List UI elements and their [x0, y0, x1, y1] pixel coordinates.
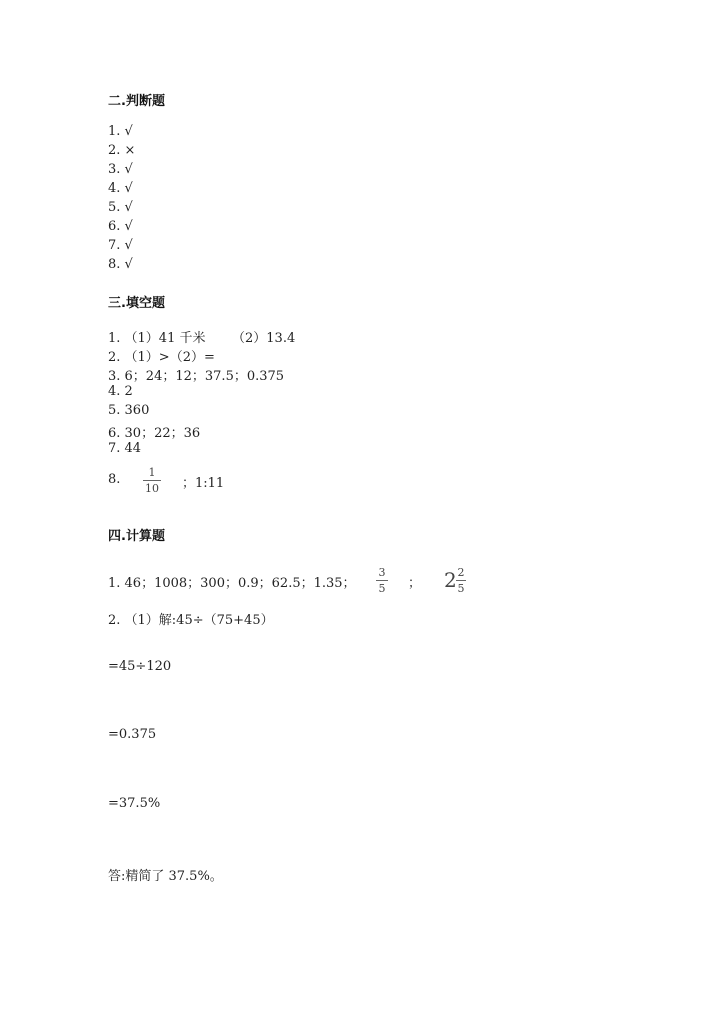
fill-item-3: 3. 6；24；12；37.5；0.375 — [108, 369, 285, 384]
fraction-denominator: 5 — [378, 582, 386, 595]
calc-item-2-line-1: 2. （1）解:45÷（75+45） — [108, 613, 274, 628]
judge-item-7: 7. √ — [108, 238, 133, 253]
mixed-number-fraction — [456, 567, 466, 594]
fraction-numerator: 2 — [457, 566, 465, 579]
section-title-judge: 二.判断题 — [108, 94, 165, 109]
judge-item-6: 6. √ — [108, 219, 133, 234]
fill-item-4: 4. 2 — [108, 384, 133, 399]
fraction-bar — [376, 580, 388, 581]
judge-item-4: 4. √ — [108, 181, 133, 196]
section-title-calc: 四.计算题 — [108, 529, 165, 544]
judge-item-2: 2. × — [108, 143, 136, 158]
fraction-bar — [143, 480, 161, 481]
calc-item-2-line-2: =45÷120 — [108, 659, 172, 674]
fill-item-5: 5. 360 — [108, 403, 150, 418]
calc-item-1-separator: ； — [408, 576, 422, 591]
mixed-number-whole: 2 — [444, 568, 457, 592]
fill-item-1b: （2）13.4 — [232, 331, 296, 346]
fill-item-2: 2. （1）>（2）= — [108, 350, 215, 365]
fraction-numerator: 3 — [378, 566, 386, 579]
calc-item-1-text: 1. 46；1008；300；0.9；62.5；1.35； — [108, 576, 356, 591]
judge-item-3: 3. √ — [108, 162, 133, 177]
fraction-denominator: 5 — [457, 582, 465, 595]
calc-answer: 答:精简了 37.5%。 — [108, 869, 223, 884]
fraction-numerator: 1 — [148, 466, 156, 479]
fill-item-1a: 1. （1）41 千米 — [108, 331, 206, 346]
section-title-fill: 三.填空题 — [108, 296, 165, 311]
fraction-denominator: 10 — [145, 482, 159, 495]
calc-item-2-line-3: =0.375 — [108, 727, 157, 742]
fill-item-8-rest: ；1:11 — [182, 476, 225, 491]
judge-item-1: 1. √ — [108, 124, 133, 139]
judge-item-5: 5. √ — [108, 200, 133, 215]
fraction-bar — [456, 580, 466, 581]
calc-item-2-line-4: =37.5% — [108, 796, 161, 811]
fill-item-6: 6. 30；22；36 — [108, 426, 201, 441]
fill-item-8-label: 8. — [108, 472, 121, 487]
fill-item-7: 7. 44 — [108, 441, 142, 456]
fraction-three-fifths — [376, 567, 388, 594]
judge-item-8: 8. √ — [108, 257, 133, 272]
fraction-one-tenth — [143, 467, 161, 494]
